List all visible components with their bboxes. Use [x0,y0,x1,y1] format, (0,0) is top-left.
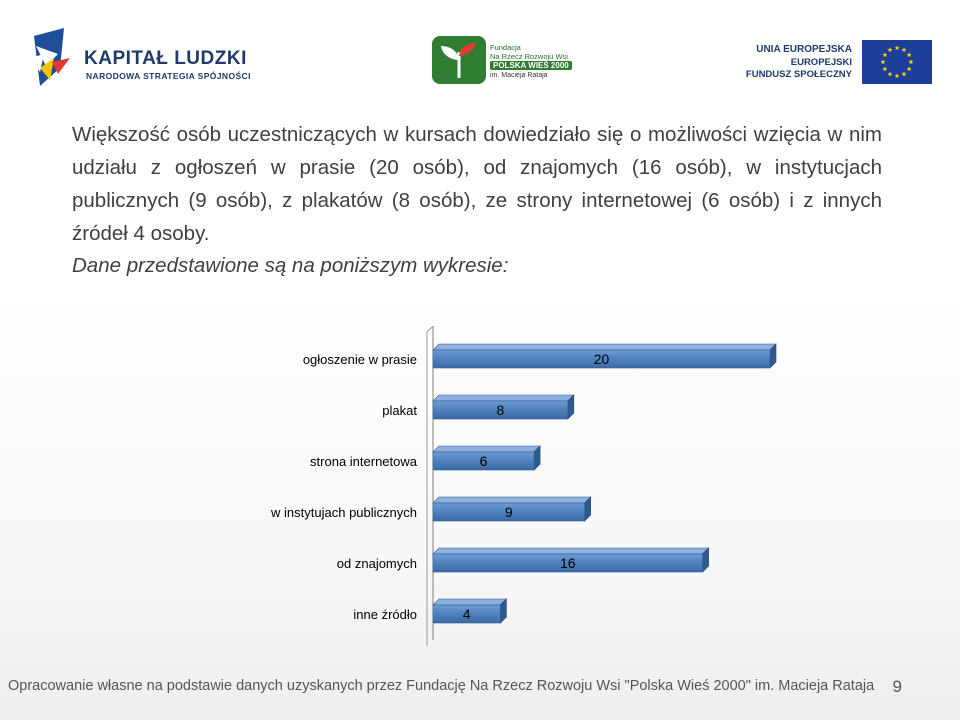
eu-line3: FUNDUSZ SPOŁECZNY [745,69,852,80]
chart-axis [427,326,433,646]
data-label: 20 [593,351,610,367]
category-label: ogłoszenie w prasie [302,352,417,367]
data-label: 4 [462,606,471,622]
bar-top-face [433,344,776,350]
polska-wies-line4: im. Macieja Rataja [490,72,548,79]
category-label: w instytujach publicznych [271,505,417,520]
y-axis-top-edge [427,326,433,332]
eu-line1: UNIA EUROPEJSKA [756,44,852,55]
bar-top-face [433,395,574,401]
data-label: 8 [496,402,505,418]
bar-top-face [433,599,506,605]
kapital-ludzki-subtitle: NARODOWA STRATEGIA SPÓJNOŚCI [86,71,251,81]
category-label: inne źródło [353,607,417,622]
description-paragraph: Większość osób uczestniczących w kursach dowiedziało się o możliwości wzięcia w nim udziału z ogłoszeń w prasie (20 osób), od znajomych (16 osób), w instytucjach publicznych (9 osób), z plakatów (8 osób), ze strony internetowej (6 osób) i z innych źródeł 4 osoby. [72,123,882,245]
kapital-ludzki-title: KAPITAŁ LUDZKI [84,48,247,69]
data-label: 6 [479,453,488,469]
bar-top-face [433,497,591,503]
chart-bars [270,344,776,623]
polska-wies-line2: Na Rzecz Rozwoju Wsi [490,52,568,61]
category-label: strona internetowa [310,454,417,469]
polska-wies-line1: Fundacja [490,43,521,52]
chart-intro: Dane przedstawione są na poniższym wykresie: [72,254,509,277]
data-label: 16 [560,555,576,571]
category-label: plakat [382,403,417,418]
bar-top-face [433,446,540,452]
bar-top-face [433,548,709,554]
data-label: 9 [504,504,513,520]
polska-wies-line3: POLSKA WIEŚ 2000 [490,61,572,70]
page-number: 9 [892,677,902,696]
eu-line2: EUROPEJSKI [790,57,852,68]
category-label: od znajomych [336,556,417,571]
source-footnote: Opracowanie własne na podstawie danych uzyskanych przez Fundację Na Rzecz Rozwoju Wsi "Polska Wieś 2000" im. Macieja Rataja [8,678,875,694]
